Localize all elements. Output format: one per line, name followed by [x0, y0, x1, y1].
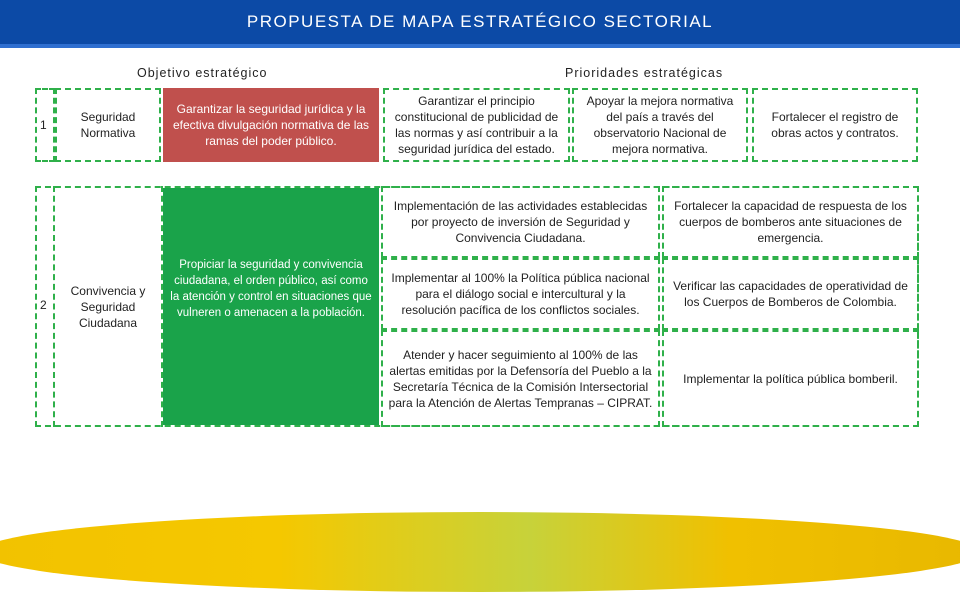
row2-priority-left-1: Implementación de las actividades establecidas por proyecto de inversión de Seguridad y Convivencia Ciudadana. [381, 186, 660, 258]
row2-priority-right-2: Verificar las capacidades de operatividad de los Cuerpos de Bomberos de Colombia. [662, 258, 919, 330]
row2-priority-right-1: Fortalecer la capacidad de respuesta de los cuerpos de bomberos ante situaciones de emergencia. [662, 186, 919, 258]
row2-objective: Propiciar la seguridad y convivencia ciudadana, el orden público, así como la atención y control en situaciones que vulneren o amenacen a la población. [163, 188, 379, 425]
row1-priority-2: Apoyar la mejora normativa del país a través del observatorio Nacional de mejora normativa. [572, 88, 748, 162]
row1-area: Seguridad Normativa [55, 88, 161, 162]
row1-objective: Garantizar la seguridad jurídica y la efectiva divulgación normativa de las ramas del poder público. [163, 88, 379, 162]
row2-priority-left-3: Atender y hacer seguimiento al 100% de las alertas emitidas por la Defensoría del Pueblo a la Secretaría Técnica de la Comisión Intersectorial para la Atención de Alertas Tempranas – CIPRAT. [381, 330, 660, 427]
row2-number: 2 [40, 298, 47, 312]
objetivo-label: Objetivo estratégico [137, 66, 268, 80]
row1-priority-3: Fortalecer el registro de obras actos y contratos. [752, 88, 918, 162]
row1-number: 1 [40, 118, 47, 132]
row2-area: Convivencia y Seguridad Ciudadana [70, 283, 146, 330]
prioridades-label: Prioridades estratégicas [565, 66, 724, 80]
row2-priority-left-2: Implementar al 100% la Política pública nacional para el diálogo social e intercultural y la resolución pacífica de los conflictos sociales. [381, 258, 660, 330]
header-stripe [0, 44, 960, 48]
row1-priority-1: Garantizar el principio constitucional de publicidad de las normas y así contribuir a la seguridad jurídica del estado. [383, 88, 570, 162]
page-title: PROPUESTA DE MAPA ESTRATÉGICO SECTORIAL [246, 12, 714, 31]
row2-priority-right-3: Implementar la política pública bomberil. [662, 330, 919, 427]
footer-wave [0, 512, 960, 592]
